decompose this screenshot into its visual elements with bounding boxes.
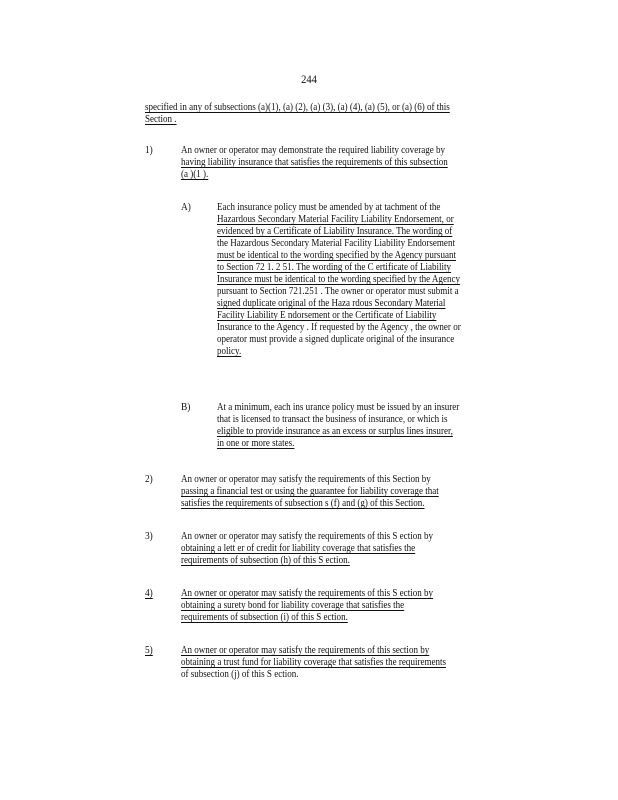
text-line: obtaining a lett er of credit for liability coverage that satisfies the (181, 542, 416, 554)
text-line: in one or more states. (217, 437, 295, 449)
item-label: 3) (145, 530, 153, 542)
text-line: requirements of subsection (i) of this S ection. (181, 611, 348, 623)
subitem-label: B) (181, 401, 191, 413)
text-line: An owner or operator may satisfy the requirements of this S ection by (181, 530, 433, 542)
text-line: Hazardous Secondary Material Facility Liability Endorsement, or (217, 213, 454, 225)
text-line: (a )(1 ). (181, 168, 209, 180)
subitem-b-paragraph (217, 401, 541, 449)
subitem-label: A) (181, 201, 191, 213)
text-line: specified in any of subsections (a)(1), (a) (2), (a) (3), (a) (4), (a) (5), or (a) (6) of this (145, 101, 450, 113)
text-line: satisfies the requirements of subsection s (f) and (g) of this Section. (181, 497, 425, 509)
text-line: that is licensed to transact the business of insurance, or which is (217, 413, 448, 425)
item-4-paragraph (181, 587, 534, 623)
text-line: having liability insurance that satisfies the requirements of this subsection (181, 156, 448, 168)
item-label: 1) (145, 144, 153, 156)
item-label: 4) (145, 587, 153, 599)
text-line: At a minimum, each ins urance policy must be issued by an insurer (217, 401, 460, 413)
text-line: obtaining a trust fund for liability coverage that satisfies the requirements (181, 656, 447, 668)
text-line: An owner or operator may satisfy the requirements of this S ection by (181, 587, 433, 599)
text-line: Section . (145, 113, 177, 125)
text-line: must be identical to the wording specified by the Agency pursuant (217, 249, 456, 261)
text-line: Insurance to the Agency . If requested by the Agency , the owner or (217, 321, 461, 333)
text-line: Insurance must be identical to the wording specified by the Agency (217, 273, 460, 285)
text-line: evidenced by a Certificate of Liability Insurance. The wording of (217, 225, 453, 237)
item-5-paragraph (181, 644, 534, 680)
text-line: Facility Liability E ndorsement or the Certificate of Liability (217, 309, 437, 321)
text-line: of subsection (j) of this S ection. (181, 668, 299, 680)
text-line: An owner or operator may satisfy the requirements of this Section by (181, 473, 431, 485)
text-line: policy. (217, 345, 242, 357)
text-line: operator must provide a signed duplicate original of the insurance (217, 333, 455, 345)
text-line: An owner or operator may demonstrate the required liability coverage by (181, 144, 446, 156)
text-line: eligible to provide insurance as an excess or surplus lines insurer, (217, 425, 453, 437)
item-3-paragraph (181, 530, 534, 566)
text-line: An owner or operator may satisfy the requirements of this section by (181, 644, 430, 656)
text-line: pursuant to Section 721.251 . The owner or operator must submit a (217, 285, 459, 297)
text-line: signed duplicate original of the Haza rdous Secondary Material (217, 297, 446, 309)
item-label: 2) (145, 473, 153, 485)
item-1-paragraph (181, 144, 534, 180)
text-line: passing a financial test or using the guarantee for liability coverage that (181, 485, 439, 497)
text-line: obtaining a surety bond for liability coverage that satisfies the (181, 599, 405, 611)
item-label: 5) (145, 644, 153, 656)
intro-paragraph (145, 101, 535, 125)
page-number: 244 (301, 72, 317, 86)
subitem-a-paragraph (217, 201, 541, 357)
text-line: the Hazardous Secondary Material Facility Liability Endorsement (217, 237, 455, 249)
text-line: to Section 72 1. 2 51. The wording of the C ertificate of Liability (217, 261, 452, 273)
text-line: Each insurance policy must be amended by at tachment of the (217, 201, 441, 213)
item-2-paragraph (181, 473, 534, 509)
text-line: requirements of subsection (h) of this S ection. (181, 554, 350, 566)
